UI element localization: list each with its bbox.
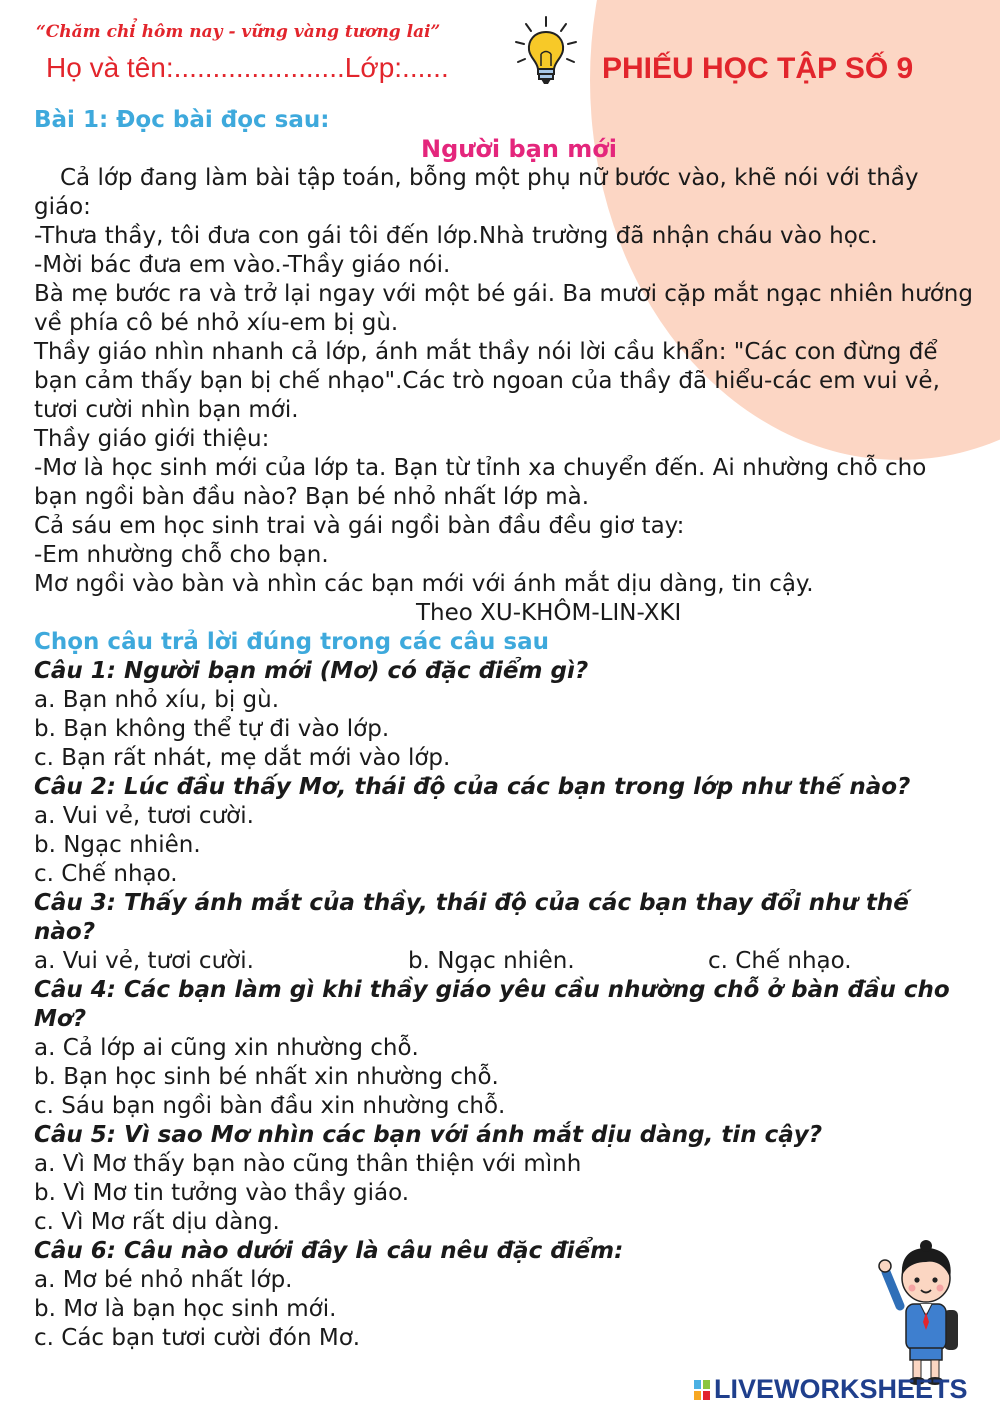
answer-option[interactable]: b. Mơ là bạn học sinh mới. [34,1296,337,1322]
lightbulb-icon [510,14,582,90]
answer-option[interactable]: c. Chế nhạo. [708,948,852,974]
story-paragraph: -Mơ là học sinh mới của lớp ta. Bạn từ tỉnh xa chuyển đến. Ai nhường chỗ cho bạn ngồi bàn đầu nào? Bạn bé nhỏ nhất lớp mà. [34,455,927,510]
answer-options-row [34,947,974,976]
answer-option[interactable]: a. Cả lớp ai cũng xin nhường chỗ. [34,1035,419,1061]
worksheet-title: PHIẾU HỌC TẬP SỐ 9 [602,52,914,85]
name-class-field: Họ và tên:......................Lớp:...... [46,52,449,83]
answer-option[interactable]: a. Vui vẻ, tươi cười. [34,948,254,974]
story-paragraph: -Em nhường chỗ cho bạn. [34,542,329,568]
answer-option[interactable]: b. Bạn học sinh bé nhất xin nhường chỗ. [34,1064,499,1090]
liveworksheets-brand [694,1374,968,1405]
story-paragraph: Bà mẹ bước ra và trở lại ngay với một bé gái. Ba mươi cặp mắt ngạc nhiên hướng về phía cô bé nhỏ xíu-em bị gù. [34,281,973,336]
answer-option[interactable]: b. Vì Mơ tin tưởng vào thầy giáo. [34,1180,410,1206]
question-6: Câu 6: Câu nào dưới đây là câu nêu đặc điểm: [34,1238,624,1264]
story-paragraph: Mơ ngồi vào bàn và nhìn các bạn mới với ánh mắt dịu dàng, tin cậy. [34,571,814,597]
motto: “Chăm chỉ hôm nay - vững vàng tương lai” [36,22,441,42]
quiz-heading: Chọn câu trả lời đúng trong các câu sau [34,629,549,655]
story-paragraph: Cả sáu em học sinh trai và gái ngồi bàn đầu đều giơ tay: [34,513,685,539]
story-paragraph: -Thưa thầy, tôi đưa con gái tôi đến lớp.Nhà trường đã nhận cháu vào học. [34,223,878,249]
story-paragraph: -Mời bác đưa em vào.-Thầy giáo nói. [34,252,451,278]
answer-option[interactable]: b. Ngạc nhiên. [34,832,201,858]
answer-option[interactable]: c. Chế nhạo. [34,861,178,887]
story-paragraph: Cả lớp đang làm bài tập toán, bỗng một phụ nữ bước vào, khẽ nói với thầy giáo: [34,165,919,220]
answer-option[interactable]: a. Mơ bé nhỏ nhất lớp. [34,1267,293,1293]
exercise-heading: Bài 1: Đọc bài đọc sau: [34,107,330,133]
question-2: Câu 2: Lúc đầu thấy Mơ, thái độ của các bạn trong lớp như thế nào? [34,774,911,800]
worksheet-content [34,106,974,1353]
liveworksheets-logo-icon [694,1380,710,1400]
answer-option[interactable]: c. Bạn rất nhát, mẹ dắt mới vào lớp. [34,745,451,771]
story-paragraph: Thầy giáo nhìn nhanh cả lớp, ánh mắt thầy nói lời cầu khẩn: "Các con đừng để bạn cảm thấy bạn bị chế nhạo".Các trò ngoan của thầy đã hiểu-các em vui vẻ, tươi cười nhìn bạn mới. [34,339,940,423]
story-paragraph: Thầy giáo giới thiệu: [34,426,270,452]
question-1: Câu 1: Người bạn mới (Mơ) có đặc điểm gì? [34,658,589,684]
story-source: Theo XU-KHÔM-LIN-XKI [416,600,682,626]
question-3: Câu 3: Thấy ánh mắt của thầy, thái độ của các bạn thay đổi như thế nào? [34,890,909,945]
answer-option[interactable]: c. Sáu bạn ngồi bàn đầu xin nhường chỗ. [34,1093,506,1119]
story-title: Người bạn mới [421,135,617,163]
answer-option[interactable]: c. Vì Mơ rất dịu dàng. [34,1209,280,1235]
answer-option[interactable]: a. Vì Mơ thấy bạn nào cũng thân thiện với mình [34,1151,582,1177]
question-5: Câu 5: Vì sao Mơ nhìn các bạn với ánh mắt dịu dàng, tin cậy? [34,1122,823,1148]
answer-option[interactable]: a. Vui vẻ, tươi cười. [34,803,254,829]
answer-option[interactable]: c. Các bạn tươi cười đón Mơ. [34,1325,361,1351]
answer-option[interactable]: b. Ngạc nhiên. [408,948,575,974]
question-4: Câu 4: Các bạn làm gì khi thầy giáo yêu cầu nhường chỗ ở bàn đầu cho Mơ? [34,977,950,1032]
brand-text: LIVEWORKSHEETS [714,1374,968,1404]
answer-option[interactable]: b. Bạn không thể tự đi vào lớp. [34,716,390,742]
answer-option[interactable]: a. Bạn nhỏ xíu, bị gù. [34,687,280,713]
student-waving-icon [876,1238,976,1388]
